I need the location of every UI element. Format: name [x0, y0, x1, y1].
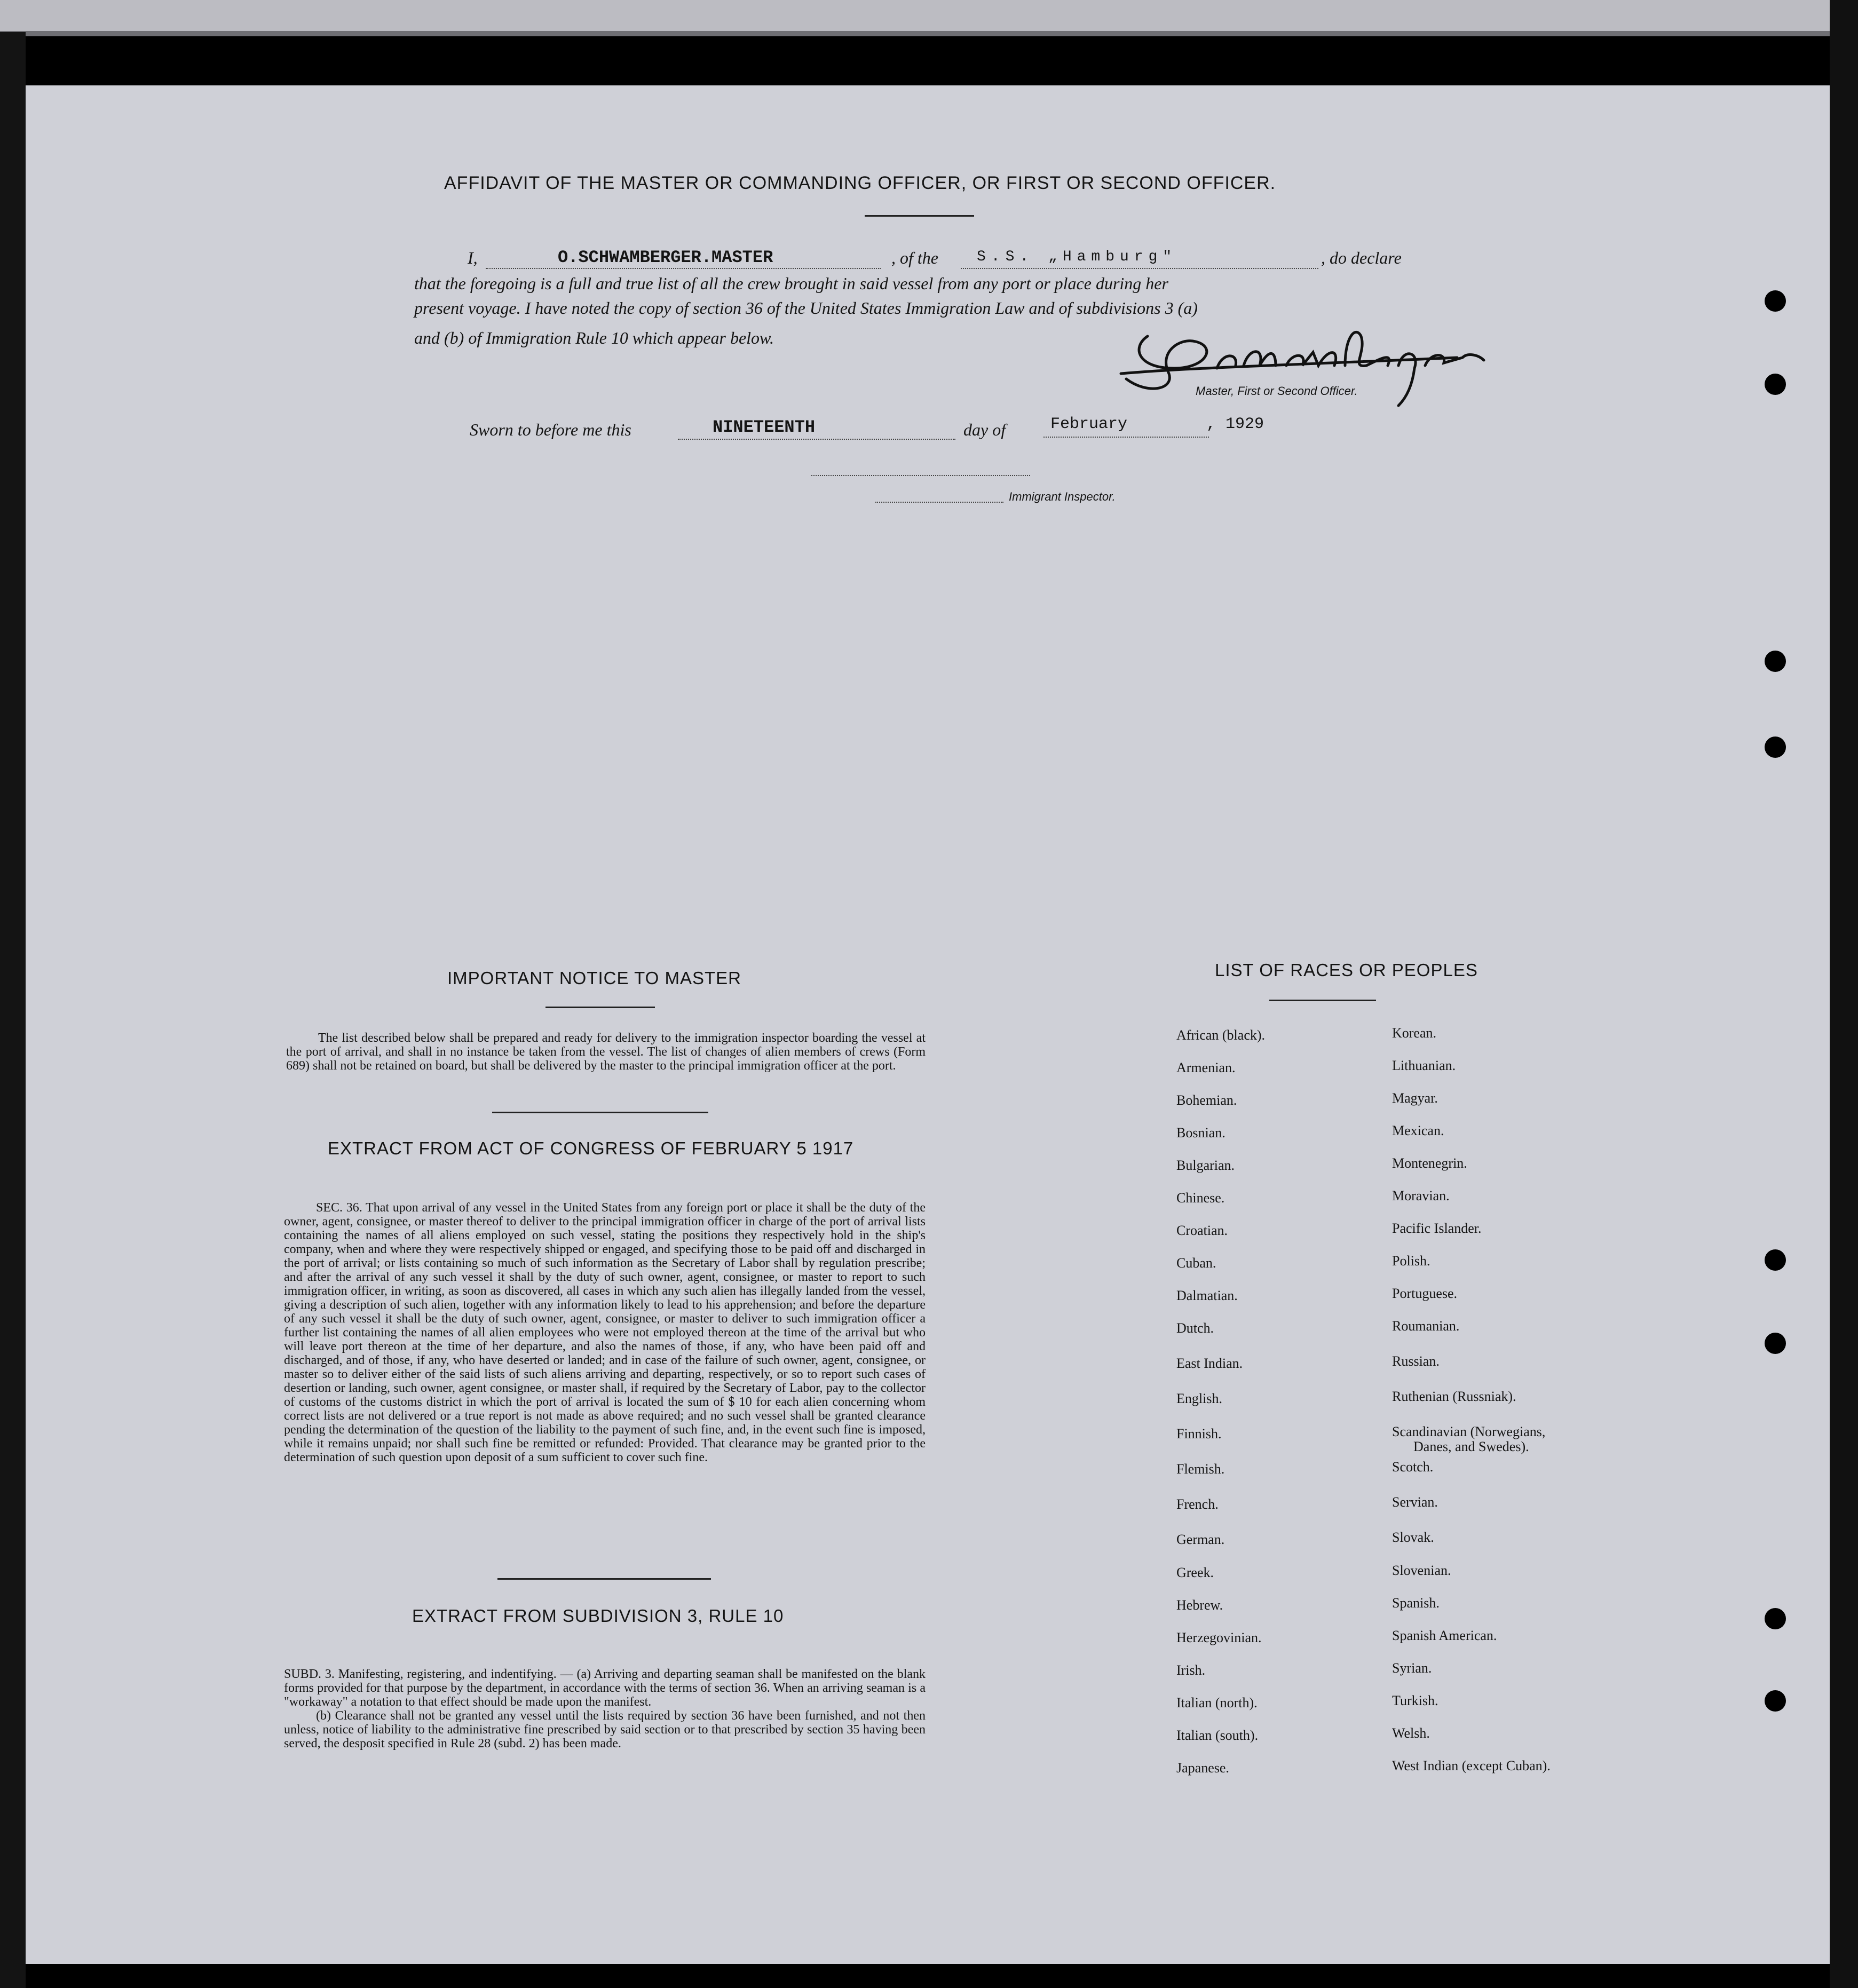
race-item: Slovak.	[1392, 1530, 1434, 1545]
punch-hole	[1765, 1690, 1786, 1712]
punch-hole	[1765, 651, 1786, 672]
race-item: Finnish.	[1176, 1426, 1222, 1442]
punch-hole	[1765, 290, 1786, 312]
affidavit-do-declare: , do declare	[1321, 248, 1402, 267]
scan-top-strip	[0, 0, 1858, 31]
affidavit-title: AFFIDAVIT OF THE MASTER OR COMMANDING OFFICER, OR FIRST OR SECOND OFFICER.	[444, 173, 1276, 193]
race-item: Spanish American.	[1392, 1628, 1497, 1643]
master-name-line	[486, 268, 881, 269]
day-of-label: day of	[963, 420, 1006, 439]
race-item: Italian (north).	[1176, 1695, 1258, 1710]
extract-rule-title: EXTRACT FROM SUBDIVISION 3, RULE 10	[412, 1606, 784, 1626]
master-name-field: O.SCHWAMBERGER.MASTER	[558, 248, 773, 267]
notice-text	[286, 1031, 926, 1073]
race-item: Bohemian.	[1176, 1092, 1237, 1108]
races-column-1	[1176, 1027, 1265, 1793]
punch-hole	[1765, 1249, 1786, 1271]
race-item: Irish.	[1176, 1662, 1206, 1678]
race-item: Hebrew.	[1176, 1597, 1223, 1613]
race-item: Scandinavian (Norwegians,	[1392, 1424, 1546, 1439]
races-column-2	[1392, 1025, 1551, 1791]
affidavit-line-3: present voyage. I have noted the copy of section 36 of the United States Immigration Law and of subdivisions 3 (a)	[414, 298, 1198, 318]
sworn-day-field: NINETEENTH	[713, 417, 816, 437]
race-item: Flemish.	[1176, 1461, 1225, 1477]
race-item: Dalmatian.	[1176, 1288, 1238, 1303]
races-title: LIST OF RACES OR PEOPLES	[1215, 960, 1478, 980]
inspector-caption-line	[875, 502, 1003, 503]
race-item: Russian.	[1392, 1353, 1440, 1369]
scan-left-edge	[0, 32, 26, 1988]
vessel-name-field: S.S. „Hamburg"	[977, 249, 1177, 265]
race-item: Roumanian.	[1392, 1318, 1460, 1334]
month-field: February	[1050, 415, 1128, 433]
notice-title-rule	[545, 1007, 655, 1008]
race-item: West Indian (except Cuban).	[1392, 1758, 1551, 1773]
race-item: Magyar.	[1392, 1090, 1438, 1106]
race-item: Montenegrin.	[1392, 1155, 1467, 1171]
notice-end-rule	[492, 1112, 708, 1113]
race-item: Bosnian.	[1176, 1125, 1226, 1140]
race-item: Lithuanian.	[1392, 1058, 1456, 1073]
rule-paragraph-a: SUBD. 3. Manifesting, registering, and indentifying. — (a) Arriving and departing seaman shall be manifested on the blank forms provided for that purpose by the department, in accordance with the terms of section 36. When an arriving seaman is a "workaway" a notation to that effect should be made upon the manifest.	[284, 1667, 926, 1709]
race-item: Bulgarian.	[1176, 1158, 1235, 1173]
race-item: Spanish.	[1392, 1595, 1440, 1611]
punch-hole	[1765, 374, 1786, 395]
punch-hole	[1765, 1333, 1786, 1354]
affidavit-of-the: , of the	[891, 248, 938, 267]
affidavit-line-4: and (b) of Immigration Rule 10 which appear below.	[414, 328, 774, 347]
race-item: East Indian.	[1176, 1356, 1243, 1371]
race-item: Slovenian.	[1392, 1563, 1451, 1578]
race-item: German.	[1176, 1532, 1225, 1547]
punch-hole	[1765, 736, 1786, 758]
race-item: Chinese.	[1176, 1190, 1225, 1206]
inspector-signature-line	[811, 475, 1030, 476]
race-item: Servian.	[1392, 1494, 1438, 1510]
race-item: Dutch.	[1176, 1320, 1214, 1336]
race-item: Turkish.	[1392, 1693, 1438, 1708]
vessel-name-line	[961, 268, 1318, 269]
race-item: Moravian.	[1392, 1188, 1450, 1203]
race-item: English.	[1176, 1391, 1222, 1406]
scan-top-shadow	[0, 31, 1858, 36]
race-item: Pacific Islander.	[1392, 1221, 1482, 1236]
inspector-caption: Immigrant Inspector.	[1009, 490, 1116, 503]
extract-rule-text	[284, 1667, 926, 1751]
race-item: Ruthenian (Russniak).	[1392, 1389, 1516, 1404]
race-item: Scotch.	[1392, 1459, 1434, 1475]
affidavit-i-label: I,	[468, 248, 478, 267]
extract-act-title: EXTRACT FROM ACT OF CONGRESS OF FEBRUARY 5 1917	[328, 1138, 854, 1158]
affidavit-title-rule	[865, 215, 974, 217]
races-title-rule	[1269, 1000, 1376, 1001]
race-item: Armenian.	[1176, 1060, 1236, 1075]
sworn-day-line	[678, 439, 955, 440]
race-item: Korean.	[1392, 1025, 1437, 1041]
race-item: African (black).	[1176, 1027, 1266, 1043]
race-item: Cuban.	[1176, 1255, 1216, 1271]
extract-act-paragraph: SEC. 36. That upon arrival of any vessel in the United States from any foreign port or place it shall be the duty of the owner, agent, consignee, or master thereof to deliver to the principal immigration officer in charge of the port of arrival lists containing the names of all aliens employed on such vessel, stating the positions they respectively hold in the ship's company, when and where they were respectively shipped or engaged, and specifying those to be paid off and discharged in the port of arrival; or lists containing so much of such information as the Secretary of Labor shall by regulation prescribe; and after the arrival of any such vessel it shall by the duty of such owner, agent, consignee, or master to report to such immigration officer, in writing, as soon as discovered, all cases in which any such alien has illegally landed from the vessel, giving a description of such alien, together with any information likely to lead to his apprehension; and before the departure of any such vessel it shall be the duty of such owner, agent, consignee, or master to deliver to such immigration officer a further list containing the names of all alien employees who were not employed thereon at the time of the arrival but who will leave port thereon at the time of her departure, and also the names of those, if any, who have been paid off and discharged, and of those, if any, who have deserted or landed; and in case of the failure of such owner, agent, consignee, or master so to deliver either of the said lists of such aliens arriving and departing, respectively, or so to report such cases of desertion or landing, such owner, agent consignee, or master shall, if required by the Secretary of Labor, pay to the collector of customs of the customs district in which the port of arrival is located the sum of $ 10 for each alien concerning whom correct lists are not delivered or a true report is not made as above required; and no such vessel shall be granted clearance pending the determination of the question of the liability to the payment of such fine, and, in the event such fine is imposed, while it remains unpaid; nor shall such fine be remitted or refunded: Provided. That clearance may be granted prior to the determination of such question upon deposit of a sum sufficient to cover such fine.	[284, 1201, 926, 1464]
race-item-continuation: Danes, and Swedes).	[1413, 1439, 1529, 1454]
race-item: Syrian.	[1392, 1660, 1432, 1676]
race-item: Mexican.	[1392, 1123, 1444, 1138]
race-item: Portuguese.	[1392, 1286, 1458, 1301]
race-item: Welsh.	[1392, 1725, 1430, 1741]
race-item: Polish.	[1392, 1253, 1430, 1269]
race-item: Japanese.	[1176, 1760, 1229, 1776]
race-item: French.	[1176, 1496, 1219, 1512]
punch-hole	[1765, 1608, 1786, 1629]
sworn-label: Sworn to before me this	[470, 420, 631, 439]
race-item: Italian (south).	[1176, 1728, 1259, 1743]
rule-paragraph-b: (b) Clearance shall not be granted any vessel until the lists required by section 36 have been furnished, and not then unless, notice of liability to the administrative fine prescribed by said section or to that prescribed by section 35 having been served, the desposit specified in Rule 28 (subd. 2) has been made.	[284, 1709, 926, 1751]
extract-act-end-rule	[497, 1578, 711, 1580]
race-item: Croatian.	[1176, 1223, 1228, 1238]
race-item: Greek.	[1176, 1565, 1214, 1580]
notice-title: IMPORTANT NOTICE TO MASTER	[447, 968, 742, 988]
month-line	[1043, 437, 1209, 438]
scan-right-edge	[1830, 0, 1858, 1988]
signature-caption: Master, First or Second Officer.	[1196, 384, 1358, 398]
affidavit-line-2: that the foregoing is a full and true list of all the crew brought in said vessel from any port or place during her	[414, 274, 1168, 293]
race-item: Herzegovinian.	[1176, 1630, 1262, 1645]
year-field: , 1929	[1206, 415, 1264, 433]
notice-paragraph: The list described below shall be prepared and ready for delivery to the immigration inspector boarding the vessel at the port of arrival, and shall in no instance be taken from the vessel. The list of changes of alien members of crews (Form 689) shall not be retained on board, but shall be delivered by the master to the principal immigration officer at the port.	[286, 1031, 926, 1073]
extract-act-text	[284, 1201, 926, 1464]
